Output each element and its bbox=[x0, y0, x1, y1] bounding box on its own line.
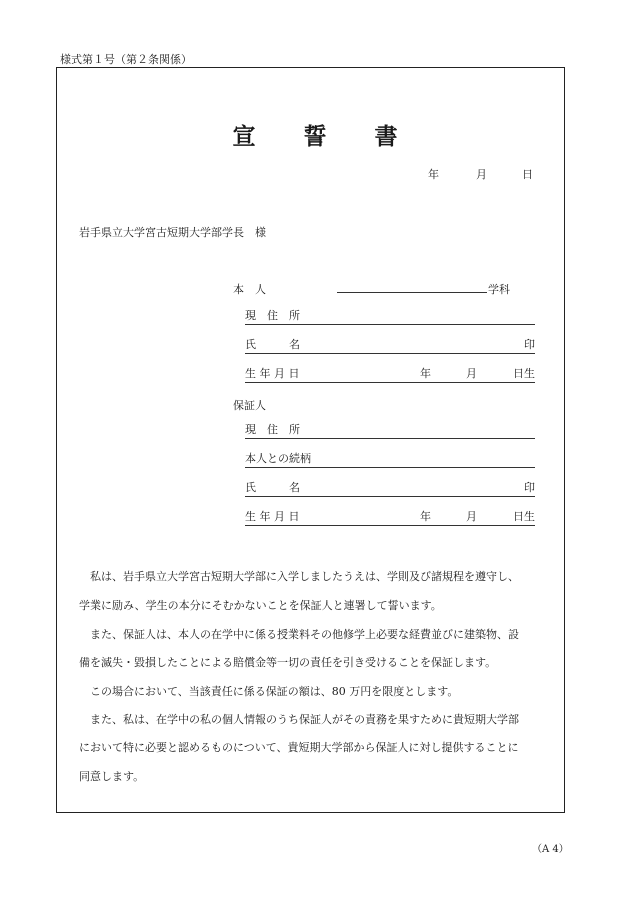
student-heading: 本 人 bbox=[233, 283, 266, 296]
oath-text-line: また、保証人は、本人の在学中に係る授業料その他修学上必要な経費並びに建築物、設 bbox=[79, 628, 519, 641]
guarantor-relation-label: 本人との続柄 bbox=[245, 452, 311, 465]
guarantor-birth-day: 日生 bbox=[513, 510, 535, 523]
date-month-label: 月 bbox=[476, 168, 487, 181]
title-char-3: 書 bbox=[374, 123, 398, 150]
student-birthdate-field[interactable] bbox=[245, 366, 535, 383]
oath-text-line: 私は、岩手県立大学宮古短期大学部に入学しましたうえは、学則及び諸規程を遵守し、 bbox=[79, 570, 519, 583]
guarantor-address-field[interactable] bbox=[245, 422, 535, 439]
guarantor-relation-field[interactable] bbox=[245, 451, 535, 468]
guarantor-name-field[interactable] bbox=[245, 480, 535, 497]
department-suffix: 学科 bbox=[488, 283, 510, 296]
oath-text-line: この場合において、当該責任に係る保証の額は、80 万円を限度とします。 bbox=[79, 685, 459, 698]
student-birth-year: 年 bbox=[420, 367, 431, 380]
student-name-field[interactable] bbox=[245, 337, 535, 354]
student-address-field[interactable] bbox=[245, 308, 535, 325]
student-birth-label: 生 年 月 日 bbox=[245, 367, 300, 380]
paper-size-label: （A 4） bbox=[532, 844, 569, 855]
guarantor-address-label: 現 住 所 bbox=[245, 423, 300, 436]
addressee: 岩手県立大学宮古短期大学部学長 様 bbox=[79, 226, 266, 239]
form-number-label: 様式第１号（第２条関係） bbox=[60, 53, 192, 66]
oath-text-line: また、私は、在学中の私の個人情報のうち保証人がその責務を果すために貴短期大学部 bbox=[79, 713, 519, 726]
oath-text-line: において特に必要と認めるものについて、貴短期大学部から保証人に対し提供することに bbox=[79, 741, 519, 754]
guarantor-birthdate-field[interactable] bbox=[245, 509, 535, 526]
student-name-label: 氏 名 bbox=[245, 338, 300, 351]
guarantor-seal-mark: 印 bbox=[524, 481, 535, 494]
guarantor-birth-year: 年 bbox=[420, 510, 431, 523]
oath-text-line: 備を滅失・毀損したことによる賠償金等一切の責任を引き受けることを保証します。 bbox=[79, 656, 497, 669]
student-birth-day: 日生 bbox=[513, 367, 535, 380]
date-year-label: 年 bbox=[428, 168, 439, 181]
guarantor-name-label: 氏 名 bbox=[245, 481, 300, 494]
student-seal-mark: 印 bbox=[524, 338, 535, 351]
oath-text-line: 同意します。 bbox=[79, 770, 145, 783]
title-char-2: 誓 bbox=[303, 123, 327, 150]
guarantor-heading: 保証人 bbox=[233, 399, 266, 412]
student-address-label: 現 住 所 bbox=[245, 309, 300, 322]
guarantor-birth-month: 月 bbox=[466, 510, 477, 523]
student-birth-month: 月 bbox=[466, 367, 477, 380]
department-field[interactable] bbox=[337, 276, 487, 293]
document-title bbox=[0, 118, 630, 151]
date-day-label: 日 bbox=[522, 168, 533, 181]
oath-text-line: 学業に励み、学生の本分にそむかないことを保証人と連署して誓います。 bbox=[79, 599, 442, 612]
form-frame bbox=[56, 67, 565, 813]
guarantor-birth-label: 生 年 月 日 bbox=[245, 510, 300, 523]
title-char-1: 宣 bbox=[232, 123, 256, 150]
